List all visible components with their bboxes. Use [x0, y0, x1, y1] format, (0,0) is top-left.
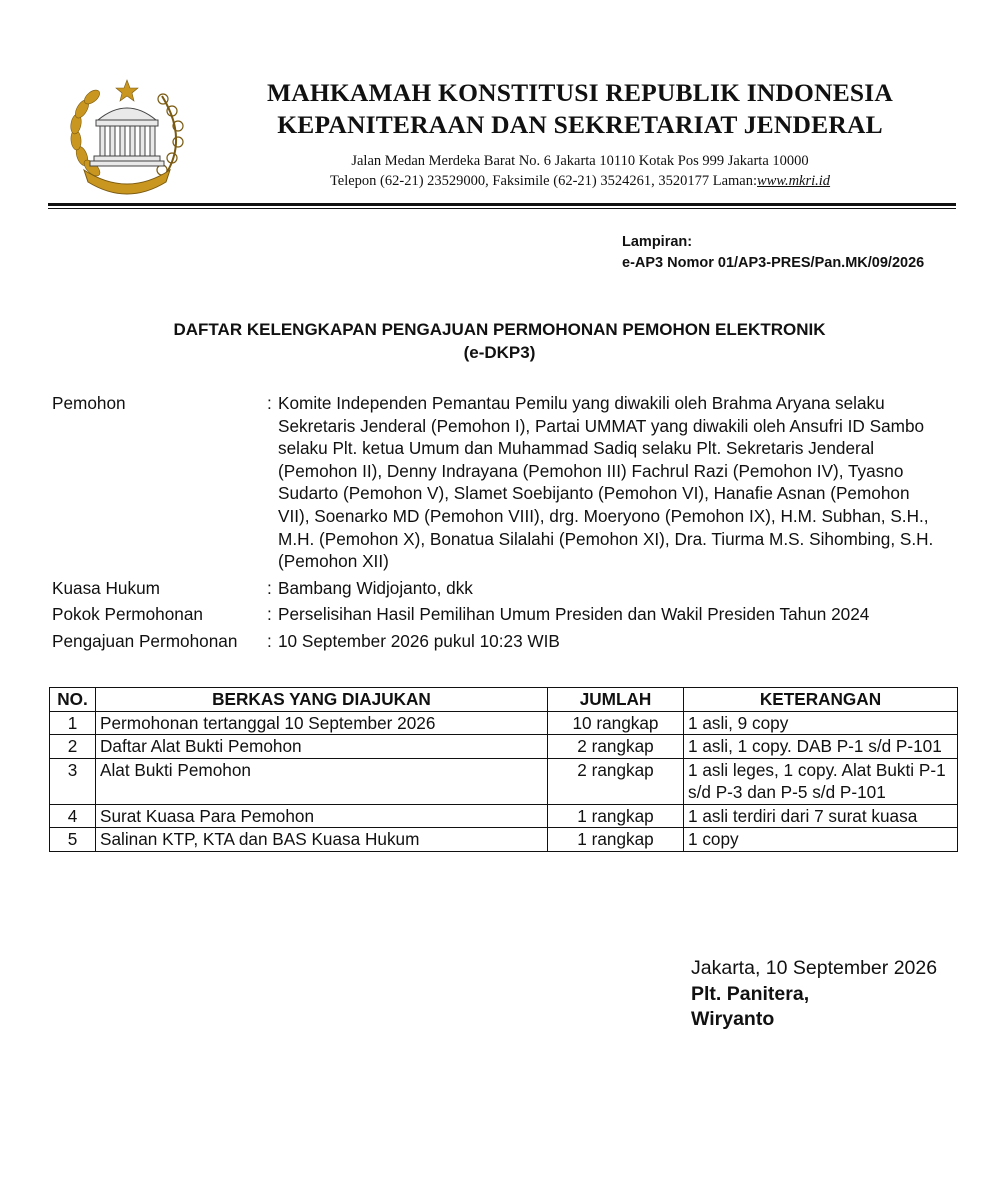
contact-line: [200, 173, 960, 190]
row-berkas: Alat Bukti Pemohon: [96, 758, 548, 804]
field-value: Perselisihan Hasil Pemilihan Umum Presiden dan Wakil Presiden Tahun 2024: [278, 604, 870, 625]
attachment-number: e-AP3 Nomor 01/AP3-PRES/Pan.MK/09/2026: [622, 255, 925, 271]
signature-block: [691, 956, 951, 1033]
row-berkas: Daftar Alat Bukti Pemohon: [96, 735, 548, 759]
signature-place-date: Jakarta, 10 September 2026: [691, 957, 938, 979]
table-header-row: [50, 688, 958, 712]
contact-phone-fax: Telepon (62-21) 23529000, Faksimile (62-21) 3524261, 3520177 Laman:: [329, 173, 758, 189]
institution-name: MAHKAMAH KONSTITUSI REPUBLIK INDONESIA: [266, 78, 894, 107]
signature-name: Wiryanto: [691, 1008, 775, 1030]
table-row: [50, 758, 958, 804]
row-jumlah: 2 rangkap: [548, 758, 684, 804]
field-pengajuan-permohonan: [52, 630, 952, 653]
row-no: 3: [50, 758, 96, 804]
field-label: Pengajuan Permohonan: [52, 630, 238, 651]
attachment-block: [622, 232, 924, 274]
field-label: Kuasa Hukum: [52, 577, 160, 598]
field-value: Bambang Widjojanto, dkk: [278, 577, 473, 598]
field-colon: :: [267, 630, 272, 651]
institution-subtitle: KEPANITERAAN DAN SEKRETARIAT JENDERAL: [277, 110, 883, 139]
field-pokok-permohonan: [52, 603, 952, 626]
letterhead-divider-thin: [48, 208, 956, 209]
row-no: 5: [50, 828, 96, 852]
row-berkas: Salinan KTP, KTA dan BAS Kuasa Hukum: [96, 828, 548, 852]
address-line: Jalan Medan Merdeka Barat No. 6 Jakarta 10110 Kotak Pos 999 Jakarta 10000: [351, 153, 809, 169]
field-label: Pokok Permohonan: [52, 604, 203, 625]
row-keterangan: 1 asli terdiri dari 7 surat kuasa: [684, 804, 958, 828]
letterhead-divider: [48, 203, 956, 206]
field-colon: :: [267, 577, 272, 598]
row-no: 4: [50, 804, 96, 828]
documents-table: [49, 687, 958, 852]
row-no: 2: [50, 735, 96, 759]
table-row: [50, 735, 958, 759]
document-title: DAFTAR KELENGKAPAN PENGAJUAN PERMOHONAN PEMOHON ELEKTRONIK: [173, 320, 826, 339]
field-value: Komite Independen Pemantau Pemilu yang diwakili oleh Brahma Aryana selaku Sekretaris Jenderal (Pemohon I), Partai UMMAT yang diwakili oleh Ansufri ID Sambo selaku Plt. ketua Umum dan Muhammad Sadiq selaku Plt. Sekretaris Jenderal (Pemohon II), Denny Indrayana (Pemohon III) Fachrul Razi (Pemohon IV), Tyasno Sudarto (Pemohon V), Slamet Soebijanto (Pemohon VI), Hanafie Asnan (Pemohon VII), Soenarko MD (Pemohon VIII), drg. Moeryono (Pemohon IX), H.M. Subhan, S.H., M.H. (Pemohon X), Bonatua Silalahi (Pemohon XI), Dra. Tiurma M.S. Sihombing, S.H. (Pemohon XII): [278, 393, 934, 572]
field-colon: :: [267, 604, 272, 625]
row-berkas: Permohonan tertanggal 10 September 2026: [96, 711, 548, 735]
table-row: [50, 711, 958, 735]
table-row: [50, 828, 958, 852]
field-kuasa-hukum: [52, 577, 952, 600]
row-jumlah: 1 rangkap: [548, 804, 684, 828]
attachment-label: Lampiran:: [622, 234, 693, 250]
website-link[interactable]: www.mkri.id: [757, 173, 831, 189]
court-emblem-logo: [62, 78, 192, 196]
row-keterangan: 1 asli, 1 copy. DAB P-1 s/d P-101: [684, 735, 958, 759]
field-pemohon: [52, 392, 952, 573]
signature-position: Plt. Panitera,: [691, 982, 810, 1005]
field-colon: :: [267, 393, 272, 413]
application-details: [52, 392, 952, 657]
row-jumlah: 10 rangkap: [548, 711, 684, 735]
column-header-berkas: BERKAS YANG DIAJUKAN: [96, 688, 548, 712]
row-keterangan: 1 asli leges, 1 copy. Alat Bukti P-1 s/d P-3 dan P-5 s/d P-101: [684, 758, 958, 804]
column-header-jumlah: JUMLAH: [548, 688, 684, 712]
row-keterangan: 1 copy: [684, 828, 958, 852]
table-row: [50, 804, 958, 828]
column-header-no: NO.: [50, 688, 96, 712]
field-label: Pemohon: [52, 393, 126, 413]
court-emblem-icon: [62, 78, 192, 196]
row-berkas: Surat Kuasa Para Pemohon: [96, 804, 548, 828]
column-header-keterangan: KETERANGAN: [684, 688, 958, 712]
row-jumlah: 1 rangkap: [548, 828, 684, 852]
field-value: 10 September 2026 pukul 10:23 WIB: [278, 630, 560, 651]
row-keterangan: 1 asli, 9 copy: [684, 711, 958, 735]
document-subtitle: (e-DKP3): [463, 343, 536, 362]
row-no: 1: [50, 711, 96, 735]
row-jumlah: 2 rangkap: [548, 735, 684, 759]
